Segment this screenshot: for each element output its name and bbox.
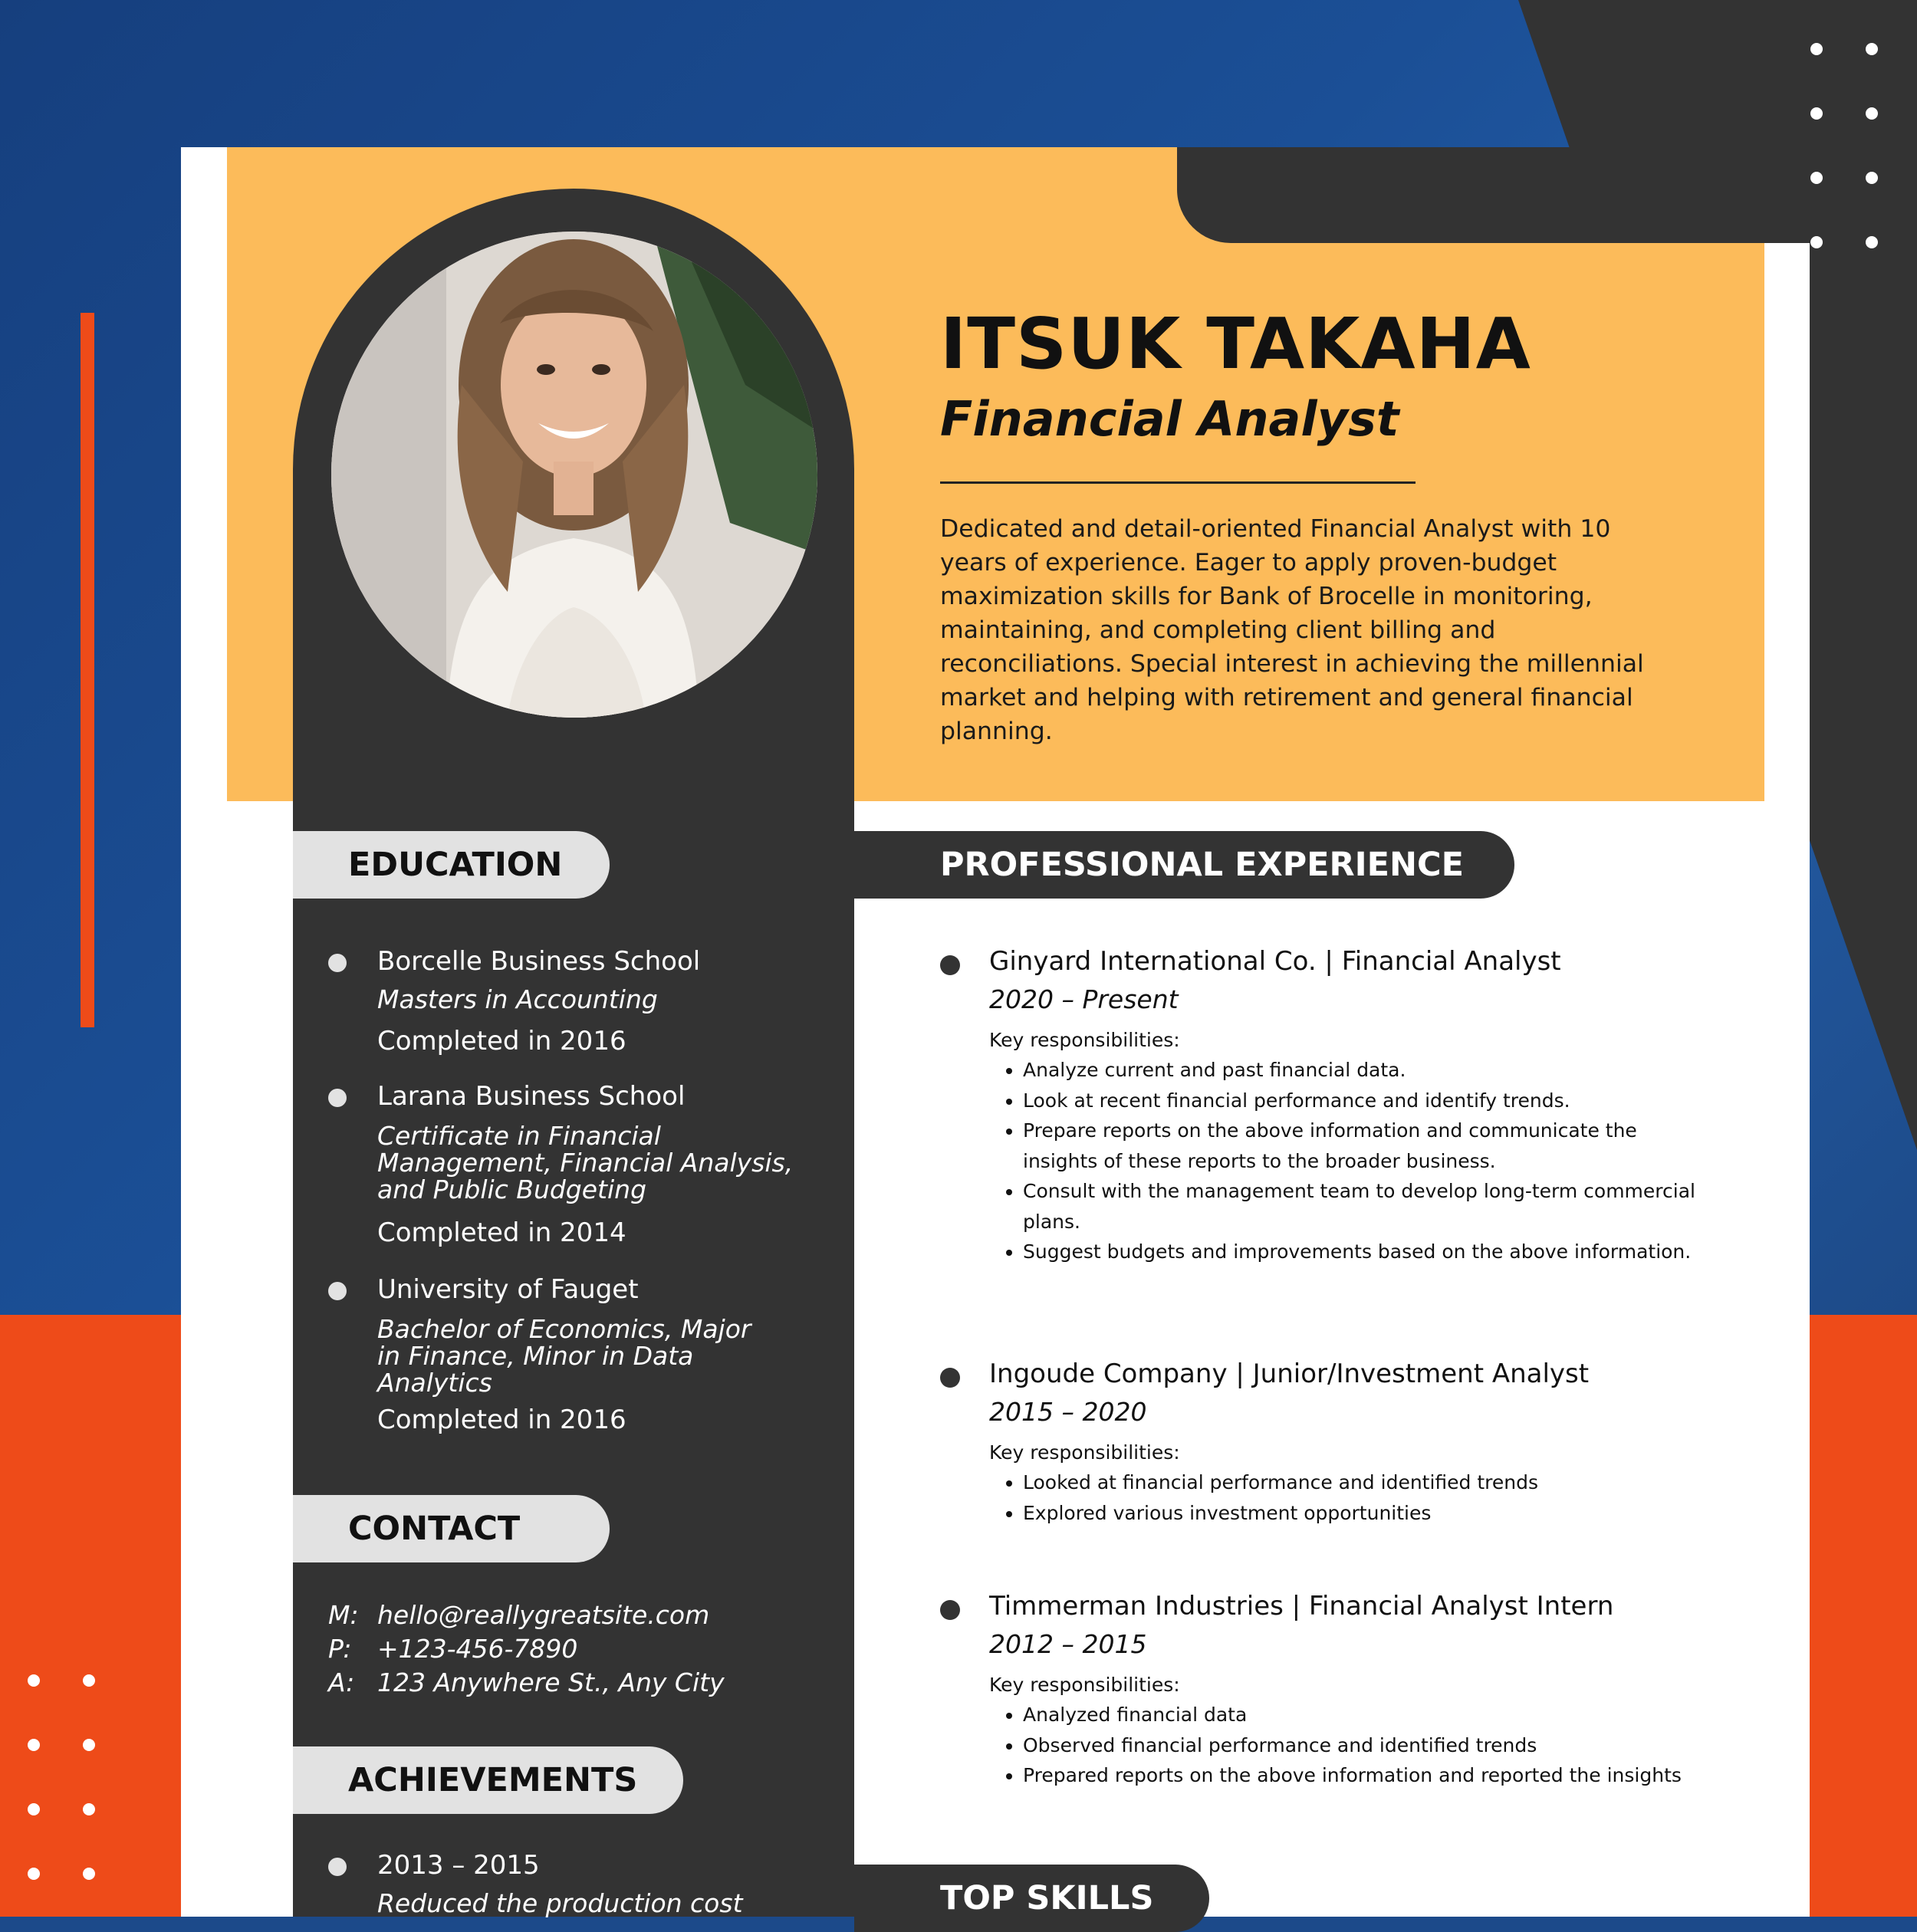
responsibility-item: • Consult with the management team to develop long-term commercial plans. bbox=[1023, 1176, 1698, 1237]
bullet-icon bbox=[940, 1600, 960, 1620]
skills-heading: TOP SKILLS bbox=[854, 1865, 1209, 1932]
experience-dates: 2015 – 2020 bbox=[989, 1397, 1147, 1427]
responsibility-item: • Looked at financial performance and identified trends bbox=[1023, 1467, 1698, 1498]
education-degree: Certificate in Financial Management, Financial Analysis, and Public Budgeting bbox=[377, 1121, 794, 1204]
education-degree: Masters in Accounting bbox=[377, 984, 658, 1014]
contact-heading: CONTACT bbox=[293, 1495, 610, 1562]
education-degree: Bachelor of Economics, Major in Finance, Minor in Data Analytics bbox=[377, 1314, 751, 1398]
decorative-dots-bottom-left bbox=[28, 1674, 95, 1880]
responsibility-item: • Prepared reports on the above information and reported the insights bbox=[1023, 1760, 1698, 1791]
experience-heading-text: Ingoude Company | Junior/Investment Analyst bbox=[989, 1359, 1590, 1389]
achievement-text: Reduced the production cost bbox=[377, 1888, 743, 1918]
education-item bbox=[328, 1081, 794, 1250]
contact-address-row bbox=[328, 1668, 725, 1697]
bullet-icon bbox=[940, 1368, 960, 1388]
contact-phone-row bbox=[328, 1634, 577, 1664]
education-school: Borcelle Business School bbox=[377, 946, 701, 977]
responsibility-item: • Explored various investment opportunities bbox=[1023, 1498, 1698, 1529]
contact-email-row bbox=[328, 1600, 709, 1630]
decorative-dots-top-right bbox=[1810, 43, 1878, 248]
experience-item bbox=[940, 1591, 1707, 1836]
responsibility-item: • Analyze current and past financial data. bbox=[1023, 1055, 1698, 1086]
responsibilities-label: Key responsibilities: bbox=[989, 1674, 1180, 1696]
experience-heading-text: Timmerman Industries | Financial Analyst Intern bbox=[989, 1591, 1614, 1622]
experience-item bbox=[940, 1359, 1707, 1543]
responsibilities-list bbox=[989, 1700, 1698, 1791]
education-completed: Completed in 2016 bbox=[377, 1405, 626, 1435]
contact-email-label: M: bbox=[328, 1600, 359, 1630]
education-school: University of Fauget bbox=[377, 1274, 639, 1305]
contact-address-label: A: bbox=[328, 1668, 355, 1697]
bullet-icon bbox=[328, 954, 347, 972]
bullet-icon bbox=[328, 1858, 347, 1876]
responsibility-item: • Prepare reports on the above information and communicate the insights of these reports to the broader business. bbox=[1023, 1116, 1698, 1176]
header-dark-tab bbox=[1177, 147, 1810, 243]
bullet-icon bbox=[328, 1089, 347, 1107]
contact-phone[interactable]: +123-456-7890 bbox=[377, 1634, 578, 1664]
contact-email[interactable]: hello@reallygreatsite.com bbox=[377, 1600, 710, 1630]
achievement-years: 2013 – 2015 bbox=[377, 1850, 540, 1881]
responsibilities-list bbox=[989, 1055, 1698, 1267]
bullet-icon bbox=[328, 1282, 347, 1300]
responsibilities-label: Key responsibilities: bbox=[989, 1029, 1180, 1051]
experience-dates: 2012 – 2015 bbox=[989, 1629, 1147, 1659]
contact-address: 123 Anywhere St., Any City bbox=[377, 1668, 725, 1697]
contact-phone-label: P: bbox=[328, 1634, 352, 1664]
responsibilities-label: Key responsibilities: bbox=[989, 1441, 1180, 1464]
profile-photo bbox=[331, 232, 817, 718]
experience-item bbox=[940, 946, 1707, 1299]
responsibility-item: • Observed financial performance and identified trends bbox=[1023, 1730, 1698, 1761]
education-item bbox=[328, 946, 788, 1061]
education-item bbox=[328, 1274, 788, 1443]
profile-summary: Dedicated and detail-oriented Financial Analyst with 10 years of experience. Eager to apply proven-budget maximization skills for Bank of Brocelle in monitoring, maintaining, and completing client billing and reconciliations. Special interest in achieving the millennial market and helping with retirement and general financial planning. bbox=[940, 515, 1644, 745]
experience-dates: 2020 – Present bbox=[989, 984, 1179, 1014]
responsibility-item: • Look at recent financial performance and identify trends. bbox=[1023, 1086, 1698, 1116]
achievements-heading: ACHIEVEMENTS bbox=[293, 1746, 683, 1814]
title-divider bbox=[940, 481, 1416, 484]
responsibilities-list bbox=[989, 1467, 1698, 1528]
candidate-name: ITSUK TAKAHA bbox=[940, 303, 1531, 385]
bullet-icon bbox=[940, 955, 960, 975]
responsibility-item: • Analyzed financial data bbox=[1023, 1700, 1698, 1730]
candidate-title: Financial Analyst bbox=[940, 391, 1399, 447]
experience-heading-text: Ginyard International Co. | Financial Analyst bbox=[989, 946, 1561, 977]
experience-heading: PROFESSIONAL EXPERIENCE bbox=[854, 831, 1514, 899]
education-school: Larana Business School bbox=[377, 1081, 686, 1112]
education-heading: EDUCATION bbox=[293, 831, 610, 899]
education-completed: Completed in 2014 bbox=[377, 1217, 626, 1248]
education-completed: Completed in 2016 bbox=[377, 1026, 626, 1056]
achievement-item bbox=[328, 1850, 788, 1919]
decorative-orange-bar bbox=[81, 313, 94, 1027]
responsibility-item: • Suggest budgets and improvements based on the above information. bbox=[1023, 1237, 1698, 1267]
